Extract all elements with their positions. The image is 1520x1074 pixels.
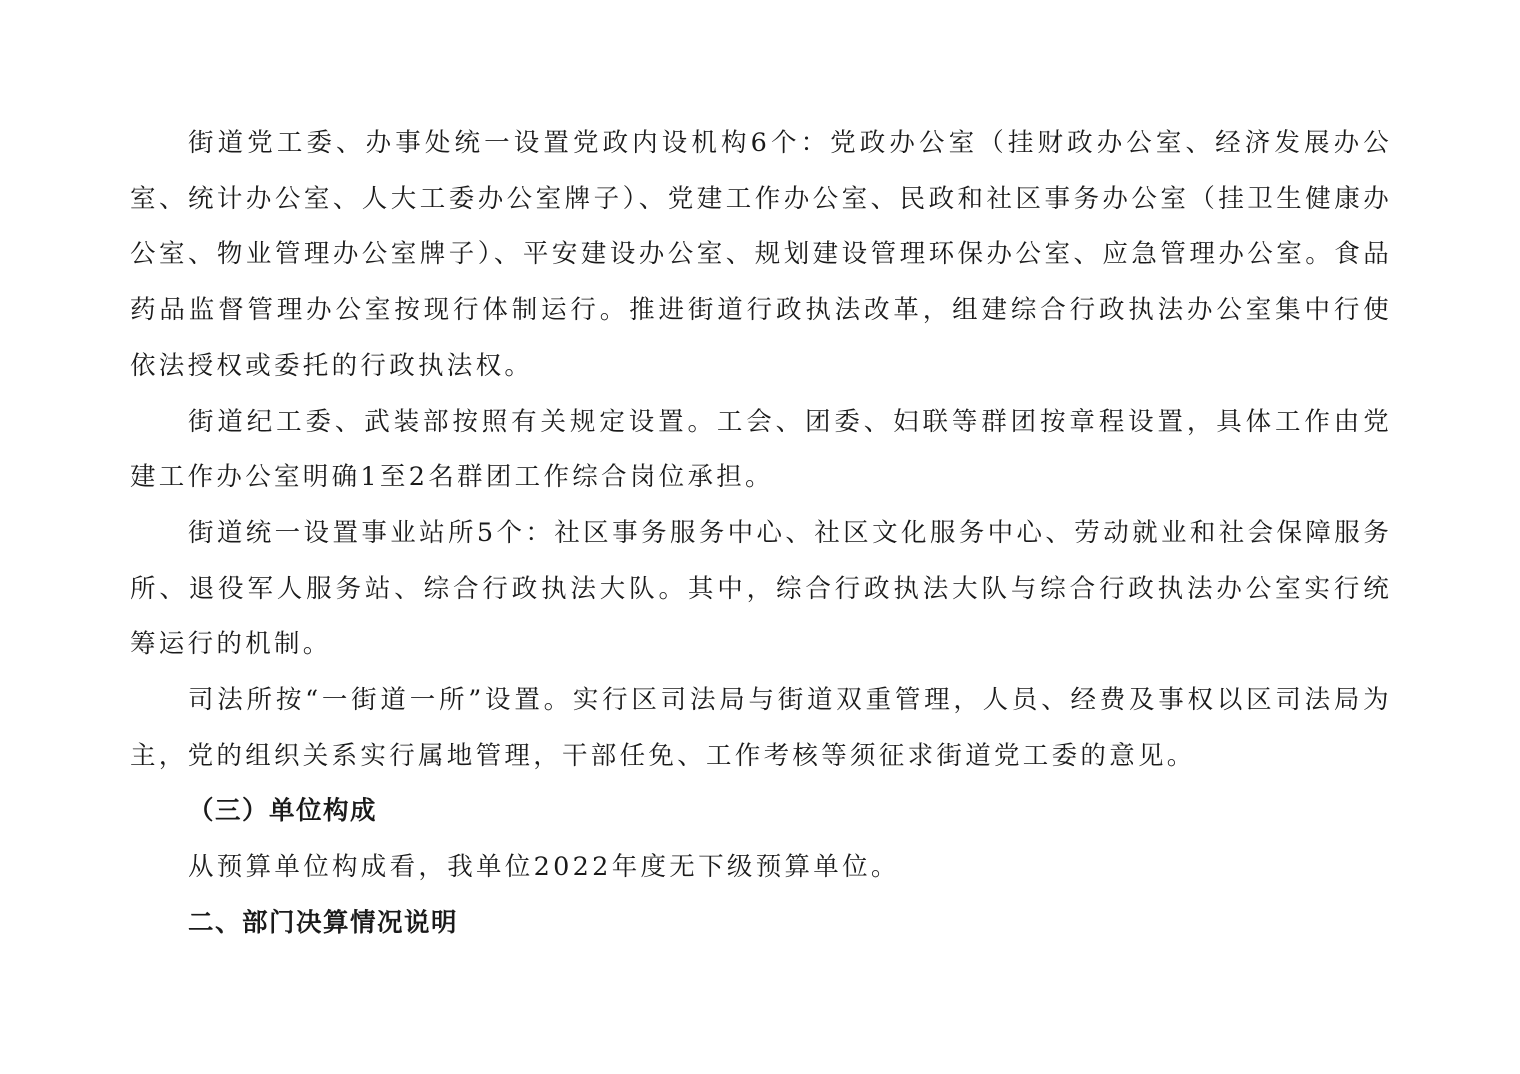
paragraph-budget-units: 从预算单位构成看，我单位2022年度无下级预算单位。	[188, 852, 900, 883]
paragraph-discipline-and-mass-organizations: 街道纪工委、武装部按照有关规定设置。工会、团委、妇联等群团按章程设置，具体工作由党建工作办公室明确1至2名群团工作综合岗位承担。	[130, 406, 1392, 493]
paragraph-judicial-office: 司法所按“一街道一所”设置。实行区司法局与街道双重管理，人员、经费及事权以区司法局为主，党的组织关系实行属地管理，干部任免、工作考核等须征求街道党工委的意见。	[130, 685, 1392, 771]
chapter-heading-final-accounts: 二、部门决算情况说明	[188, 907, 459, 938]
paragraph-public-institutions: 街道统一设置事业站所5个：社区事务服务中心、社区文化服务中心、劳动就业和社会保障服务所、退役军人服务站、综合行政执法大队。其中，综合行政执法大队与综合行政执法办公室实行统筹运行的机制。	[130, 517, 1392, 660]
paragraph-internal-departments: 街道党工委、办事处统一设置党政内设机构6个：党政办公室（挂财政办公室、经济发展办公室、统计办公室、人大工委办公室牌子）、党建工作办公室、民政和社区事务办公室（挂卫生健康办公室、物业管理办公室牌子）、平安建设办公室、规划建设管理环保办公室、应急管理办公室。食品药品监督管理办公室按现行体制运行。推进街道行政执法改革，组建综合行政执法办公室集中行使依法授权或委托的行政执法权。	[130, 128, 1392, 381]
document-body	[130, 116, 1392, 952]
section-heading-unit-composition: （三）单位构成	[188, 796, 378, 827]
